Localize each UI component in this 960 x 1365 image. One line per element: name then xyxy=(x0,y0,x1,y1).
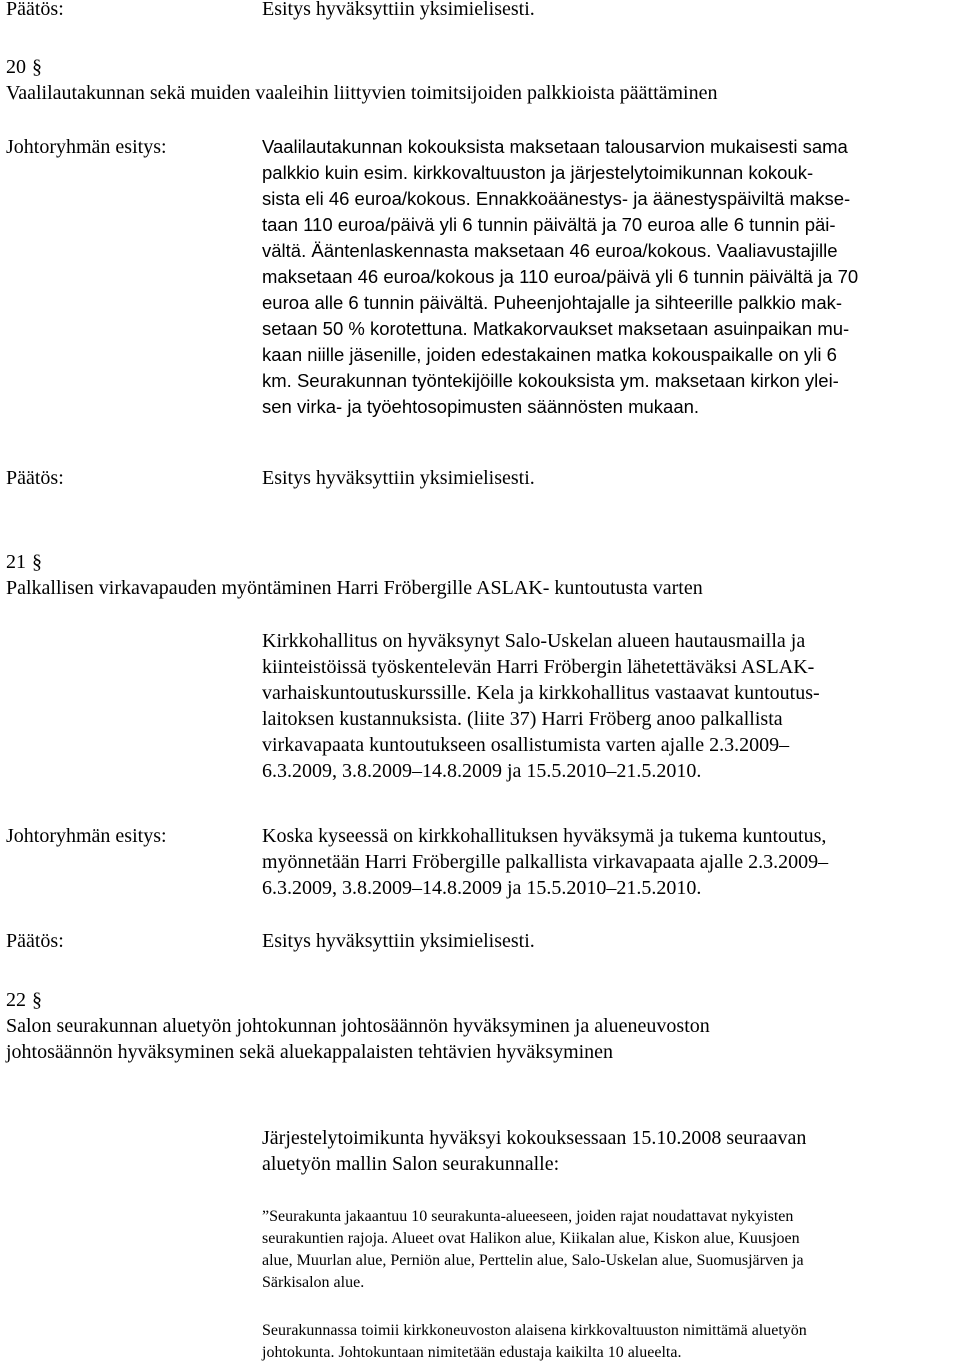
section-21-intro: Kirkkohallitus on hyväksynyt Salo-Uskelan alueen hautausmailla ja kiinteistöissä työskentelevän Harri Fröbergin lähetettäväksi ASLAK- varhaiskuntoutuskurssille. Kela ja kirkkohallitus vastaavat kuntoutus- laitoksen kustannuksista. (liite 37) Harri Fröberg anoo palkallista virkavapaata kuntoutukseen osallistumista varten ajalle 2.3.2009– 6.3.2009, 3.8.2009–14.8.2009 ja 15.5.2010–21.5.2010. xyxy=(262,630,820,782)
proposal-text: Vaalilautakunnan kokouksista maksetaan talousarvion mukaisesti sama palkkio kuin esim. kirkkovaltuuston ja järjestelytoimikunnan kokouk- sista eli 46 euroa/kokous. Ennakkoäänestys- ja äänestyspäiviltä makse- taan 110 euroa/päivä yli 6 tunnin päivältä ja 70 euroa alle 6 tunnin päi- vältä. Ääntenlaskennasta maksetaan 46 euroa/kokous. Vaaliavustajille maksetaan 46 euroa/kokous ja 110 euroa/päivä yli 6 tunnin päivältä ja 70 euroa alle 6 tunnin päivältä. Puheenjohtajalle ja sihteerille palkkio mak- setaan 50 % korotettuna. Matkakorvaukset maksetaan asuinpaikan mu- kaan niille jäsenille, joiden edestakainen matka kokouspaikalle on yli 6 km. Seurakunnan työntekijöille kokouksista ym. maksetaan kirkon ylei- sen virka- ja työehtosopimusten säännösten mukaan. xyxy=(262,136,859,417)
section-22-heading xyxy=(6,987,42,1013)
section-20-heading xyxy=(6,54,42,80)
section-sign: § xyxy=(32,551,42,573)
section-22-title: Salon seurakunnan aluetyön johtokunnan johtosäännön hyväksyminen ja alueneuvoston johtosäännön hyväksyminen sekä aluekappalaisten tehtävien hyväksyminen xyxy=(6,1015,710,1063)
section-20-title: Vaalilautakunnan sekä muiden vaaleihin liittyvien toimitsijoiden palkkioista päättäminen xyxy=(6,82,718,104)
section-22-intro: Järjestelytoimikunta hyväksyi kokouksessaan 15.10.2008 seuraavan aluetyön mallin Salon seurakunnalle: xyxy=(262,1127,807,1175)
proposal-label: Johtoryhmän esitys: xyxy=(6,136,167,158)
decision-text: Esitys hyväksyttiin yksimielisesti. xyxy=(262,0,535,20)
decision-text: Esitys hyväksyttiin yksimielisesti. xyxy=(262,467,535,489)
section-sign: § xyxy=(32,989,42,1011)
decision-label: Päätös: xyxy=(6,930,64,952)
section-21-title: Palkallisen virkavapauden myöntäminen Harri Fröbergille ASLAK- kuntoutusta varten xyxy=(6,577,703,599)
section-21-heading xyxy=(6,549,42,575)
decision-label: Päätös: xyxy=(6,0,64,20)
section-number: 21 xyxy=(6,551,26,573)
proposal-text: Koska kyseessä on kirkkohallituksen hyväksymä ja tukema kuntoutus, myönnetään Harri Fröbergille palkallista virkavapaata ajalle 2.3.2009– 6.3.2009, 3.8.2009–14.8.2009 ja 15.5.2010–21.5.2010. xyxy=(262,825,829,899)
decision-label: Päätös: xyxy=(6,467,64,489)
decision-text: Esitys hyväksyttiin yksimielisesti. xyxy=(262,930,535,952)
proposal-label: Johtoryhmän esitys: xyxy=(6,825,167,847)
quoted-paragraph: ”Seurakunta jakaantuu 10 seurakunta-alueeseen, joiden rajat noudattavat nykyisten seurakuntien rajoja. Alueet ovat Halikon alue, Kiikalan alue, Kiskon alue, Kuusjoen alue, Muurlan alue, Perniön alue, Perttelin alue, Salo-Uskelan alue, Suomusjärven ja Särkisalon alue. xyxy=(262,1208,804,1291)
section-number: 22 xyxy=(6,989,26,1011)
section-number: 20 xyxy=(6,56,26,78)
section-sign: § xyxy=(32,56,42,78)
quoted-paragraph: Seurakunnassa toimii kirkkoneuvoston alaisena kirkkovaltuuston nimittämä aluetyön johtokunta. Johtokuntaan nimitetään edustaja kaikilta 10 alueelta. xyxy=(262,1322,807,1361)
